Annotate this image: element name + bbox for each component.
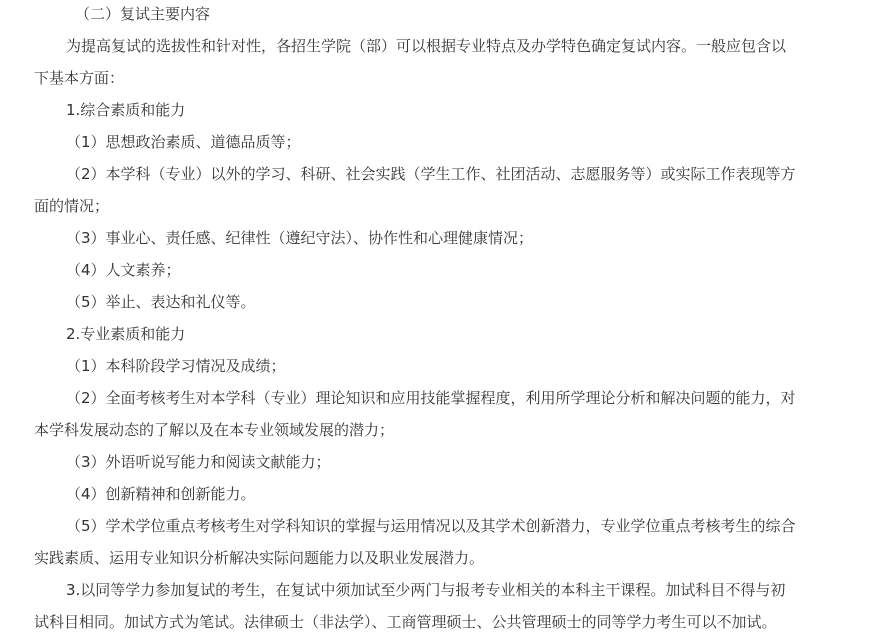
section-title: （二）复试主要内容	[75, 5, 211, 23]
part2-item-5-line-1: （5）学术学位重点考核考生对学科知识的掌握与运用情况以及其学术创新潜力，专业学位重点考核考生的综合	[66, 517, 796, 535]
intro-paragraph-line-1: 为提高复试的选拔性和针对性，各招生学院（部）可以根据专业特点及办学特色确定复试内容。一般应包含以	[66, 37, 787, 55]
part2-item-2-line-2: 本学科发展动态的了解以及在本专业领域发展的潜力；	[34, 421, 395, 439]
part2-item-2-line-1: （2）全面考核考生对本学科（专业）理论知识和应用技能掌握程度，利用所学理论分析和解决问题的能力，对	[66, 389, 796, 407]
part2-item-5-line-2: 实践素质、运用专业知识分析解决实际问题能力以及职业发展潜力。	[34, 549, 485, 567]
part1-item-4: （4）人文素养；	[66, 261, 181, 279]
part1-item-2-line-2: 面的情况；	[34, 197, 110, 215]
part2-item-1: （1）本科阶段学习情况及成绩；	[66, 357, 286, 375]
part1-heading: 1.综合素质和能力	[66, 101, 186, 119]
part1-item-3: （3）事业心、责任感、纪律性（遵纪守法）、协作性和心理健康情况；	[66, 229, 534, 247]
part1-item-2-line-1: （2）本学科（专业）以外的学习、科研、社会实践（学生工作、社团活动、志愿服务等）或实际工作表现等方	[66, 165, 796, 183]
intro-paragraph-line-2: 下基本方面：	[34, 69, 125, 87]
part2-item-3: （3）外语听说写能力和阅读文献能力；	[66, 453, 331, 471]
part3-paragraph-line-2: 试科目相同。加试方式为笔试。法律硕士（非法学）、工商管理硕士、公共管理硕士的同等学力考生可以不加试。	[34, 613, 777, 631]
part1-item-1: （1）思想政治素质、道德品质等；	[66, 133, 301, 151]
part2-item-4: （4）创新精神和创新能力。	[66, 485, 256, 503]
part1-item-5: （5）举止、表达和礼仪等。	[66, 293, 256, 311]
part3-paragraph-line-1: 3.以同等学力参加复试的考生，在复试中须加试至少两门与报考专业相关的本科主干课程。加试科目不得与初	[66, 581, 786, 599]
part2-heading: 2.专业素质和能力	[66, 325, 186, 343]
